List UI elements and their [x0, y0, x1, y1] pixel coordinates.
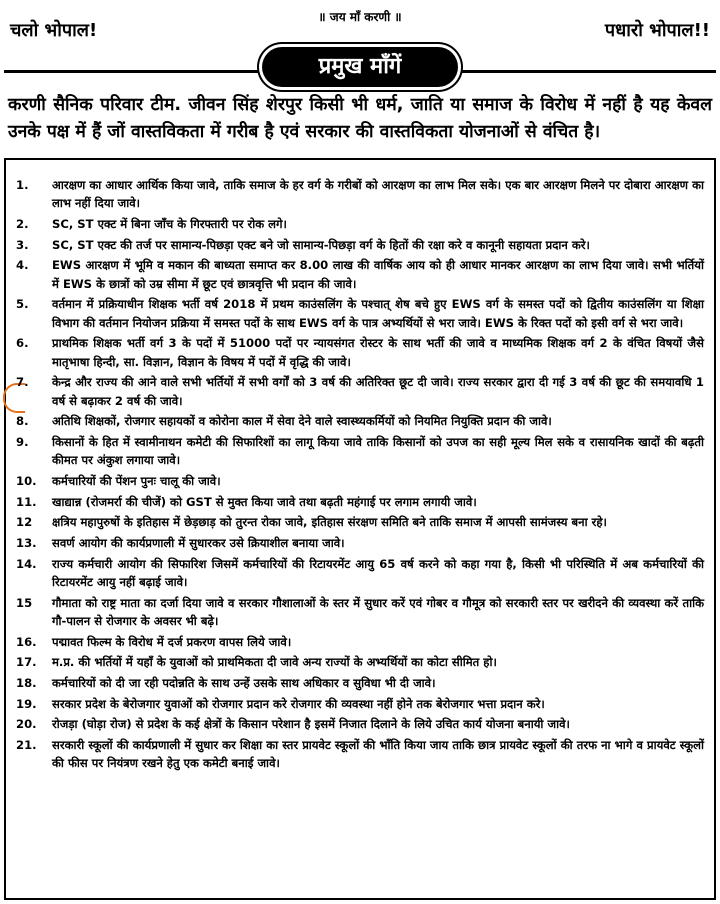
demand-item	[12, 493, 704, 511]
demand-number: 20.	[16, 717, 37, 732]
demand-item	[12, 736, 704, 773]
demand-number: 21.	[16, 738, 37, 753]
demand-number: 17.	[16, 655, 37, 670]
slogan-left: चलो भोपाल!	[10, 20, 98, 41]
demand-text: किसानों के हित में स्वामीनाथन कमेटी की सिफारिशों का लागू किया जावे ताकि किसानों को उपज का सही मूल्य मिल सके व रासायनिक खादों की बढ़ती कीमत पर अंकुश लगाया जावे।	[52, 434, 704, 468]
banner-title: प्रमुख माँगें	[262, 47, 458, 87]
demand-number: 15	[16, 595, 33, 610]
demand-text: सवर्ण आयोग की कार्यप्रणाली में सुधारकर उसे क्रियाशील बनाया जावे।	[52, 536, 345, 551]
demand-text: गौमाता को राष्ट्र माता का दर्जा दिया जावे व सरकार गौशालाओं के स्तर में सुधार करें एवं गोबर व गौमूत्र को सरकारी स्तर पर खरीदने की व्यवस्था करें ताकि गौ-पालन से रोजगार के अवसर भी बढ़े।	[52, 595, 704, 628]
demand-text: EWS आरक्षण में भूमि व मकान की बाध्यता समाप्त कर 8.00 लाख की वार्षिक आय को ही आधार मानकर आरक्षण का लाभ दिया जावे। सभी भर्तियों में EWS के छात्रों को उम्र सीमा में छूट एवं छात्रवृत्ति भी प्रदान की जावे।	[52, 258, 704, 291]
slogan-right: पधारो भोपाल!!	[604, 20, 710, 41]
demand-number: 18.	[16, 676, 37, 691]
demand-item	[12, 215, 704, 233]
demand-number: 1.	[16, 178, 29, 192]
demand-number: 14.	[16, 556, 37, 571]
demand-number: 10.	[16, 473, 37, 488]
demand-text: क्षत्रिय महापुरुषों के इतिहास में छेड़छाड़ को तुरन्त रोका जावे, इतिहास संरक्षण समिति बने ताकि समाज में आपसी सामंजस्य बना रहे।	[52, 515, 607, 530]
demand-item	[12, 176, 704, 213]
demand-item	[12, 236, 704, 254]
demand-number: 9.	[16, 434, 29, 449]
demand-text: खाद्यान्न (रोजमर्रा की चीजें) को GST से मुक्त किया जावे तथा बढ़ती महंगाई पर लगाम लगायी जावे।	[52, 494, 477, 509]
demand-text: प्राथमिक शिक्षक भर्ती वर्ग 3 के पदों में 51000 पदों पर न्यायसंगत रोस्टर के साथ भर्ती की जावे व माध्यमिक शिक्षक वर्ग 2 के वंचित विषयों जैसे मातृभाषा हिन्दी, सा. विज्ञान, विज्ञान के विषय में पदों में वृद्धि की जावे।	[52, 336, 704, 369]
demand-text: राज्य कर्मचारी आयोग की सिफारिश जिसमें कर्मचारियों की रिटायरमेंट आयु 65 वर्ष करने को कहा गया है, किसी भी परिस्थिति में अब कर्मचारियों की रिटायरमेंट आयु नहीं बढ़ाई जावे।	[52, 556, 704, 590]
demands-list	[12, 176, 704, 775]
demand-item	[12, 373, 704, 410]
header-row	[0, 0, 720, 48]
demand-item	[12, 695, 704, 713]
demand-item	[12, 256, 704, 293]
demand-text: SC, ST एक्ट में बिना जाँच के गिरफ्तारी पर रोक लगे।	[52, 216, 287, 231]
demand-number: 19.	[16, 696, 37, 711]
demand-item	[12, 633, 704, 651]
demand-number: 3.	[16, 237, 29, 252]
demand-number: 6.	[16, 336, 29, 351]
demand-text: SC, ST एक्ट की तर्ज पर सामान्य-पिछड़ा एक्ट बने जो सामान्य-पिछड़ा वर्ग के हितों की रक्षा करे व कानूनी सहायता प्रदान करे।	[52, 237, 590, 252]
demand-number: 8.	[16, 414, 29, 429]
intro-statement: करणी सैनिक परिवार टीम. जीवन सिंह शेरपुर किसी भी धर्म, जाति या समाज के विरोध में नहीं है यह केवल उनके पक्ष में हैं जों वास्तविकता में गरीब है एवं सरकार की वास्तविकता योजनाओं से वंचित है।	[8, 95, 712, 142]
demand-text: केन्द्र और राज्य की आने वाले सभी भर्तियों में सभी वर्गों को 3 वर्ष की अतिरिक्त छूट दी जावे। राज्य सरकार द्वारा दी गई 3 वर्ष की छूट की समयावधि 1 वर्ष से बढ़ाकर 2 वर्ष की जावे।	[52, 375, 704, 408]
demand-number: 11.	[16, 494, 37, 509]
demand-item	[12, 555, 704, 592]
demand-item	[12, 334, 704, 371]
demand-item	[12, 715, 704, 733]
demand-text: सरकार प्रदेश के बेरोजगार युवाओं को रोजगार प्रदान करे रोजगार की व्यवस्था नहीं होने तक बेरोजगार भत्ता प्रदान करे।	[52, 696, 545, 711]
demand-number: 2.	[16, 216, 29, 231]
demand-text: वर्तमान में प्रक्रियाधीन शिक्षक भर्ती वर्ष 2018 में प्रथम काउंसलिंग के पश्चात् शेष बचे हुए EWS वर्ग के समस्त पदों को द्वितीय काउंसलिंग या शिक्षा विभाग की वर्तमान नियोजन प्रक्रिया में समस्त पदों के साथ EWS वर्ग के पात्र अभ्यर्थियों से भरा जावे। EWS के रिक्त पदों को इसी वर्ग से भरा जावे।	[52, 297, 704, 330]
demand-item	[12, 513, 704, 531]
demand-number: 4.	[16, 258, 29, 273]
demand-number: 12	[16, 515, 33, 530]
demand-number: 5.	[16, 297, 29, 312]
demand-text: पद्मावत फिल्म के विरोध में दर्ज प्रकरण वापस लिये जावे।	[52, 634, 292, 649]
demand-number: 7.	[16, 375, 29, 390]
invocation: ॥ जय माँ करणी ॥	[318, 10, 402, 24]
demand-item	[12, 534, 704, 552]
demand-item	[12, 295, 704, 332]
demand-item	[12, 674, 704, 692]
demand-number: 16.	[16, 634, 37, 649]
demand-text: रोजड़ा (घोड़ा रोज) से प्रदेश के कई क्षेत्रों के किसान परेशान है इसमें निजात दिलाने के लिये उचित कार्य योजना बनायी जावे।	[52, 717, 570, 732]
demand-item	[12, 412, 704, 430]
demand-text: कर्मचारियों को दी जा रही पदोन्नति के साथ उन्हें उसके साथ अधिकार व सुविधा भी दी जावे।	[52, 676, 436, 691]
demand-item	[12, 472, 704, 490]
demand-text: आरक्षण का आधार आर्थिक किया जावे, ताकि समाज के हर वर्ग के गरीबों को आरक्षण का लाभ मिल सके। एक बार आरक्षण मिलने पर दोबारा आरक्षण का लाभ नहीं दिया जावे।	[52, 178, 704, 211]
demand-item	[12, 594, 704, 631]
demand-text: म.प्र. की भर्तियों में यहाँ के युवाओं को प्राथमिकता दी जावे अन्य राज्यों के अभ्यर्थियों का कोटा सीमित हो।	[52, 655, 497, 670]
demand-text: सरकारी स्कूलों की कार्यप्रणाली में सुधार कर शिक्षा का स्तर प्रायवेट स्कूलों की भाँति किया जाय ताकि छात्र प्रायवेट स्कूलों की तरफ ना भागे व प्रायवेट स्कूलों की फीस पर नियंत्रण रखने हेतु एक कमेटी बनाई जावे।	[52, 738, 704, 771]
demand-text: अतिथि शिक्षकों, रोजगार सहायकों व कोरोना काल में सेवा देने वाले स्वास्थ्यकर्मियों को नियमित नियुक्ति प्रदान की जावे।	[52, 414, 552, 429]
demand-number: 13.	[16, 536, 37, 551]
demand-item	[12, 433, 704, 470]
demand-text: कर्मचारियों की पेंशन पुनः चालू की जावे।	[52, 473, 221, 488]
demand-item	[12, 653, 704, 671]
